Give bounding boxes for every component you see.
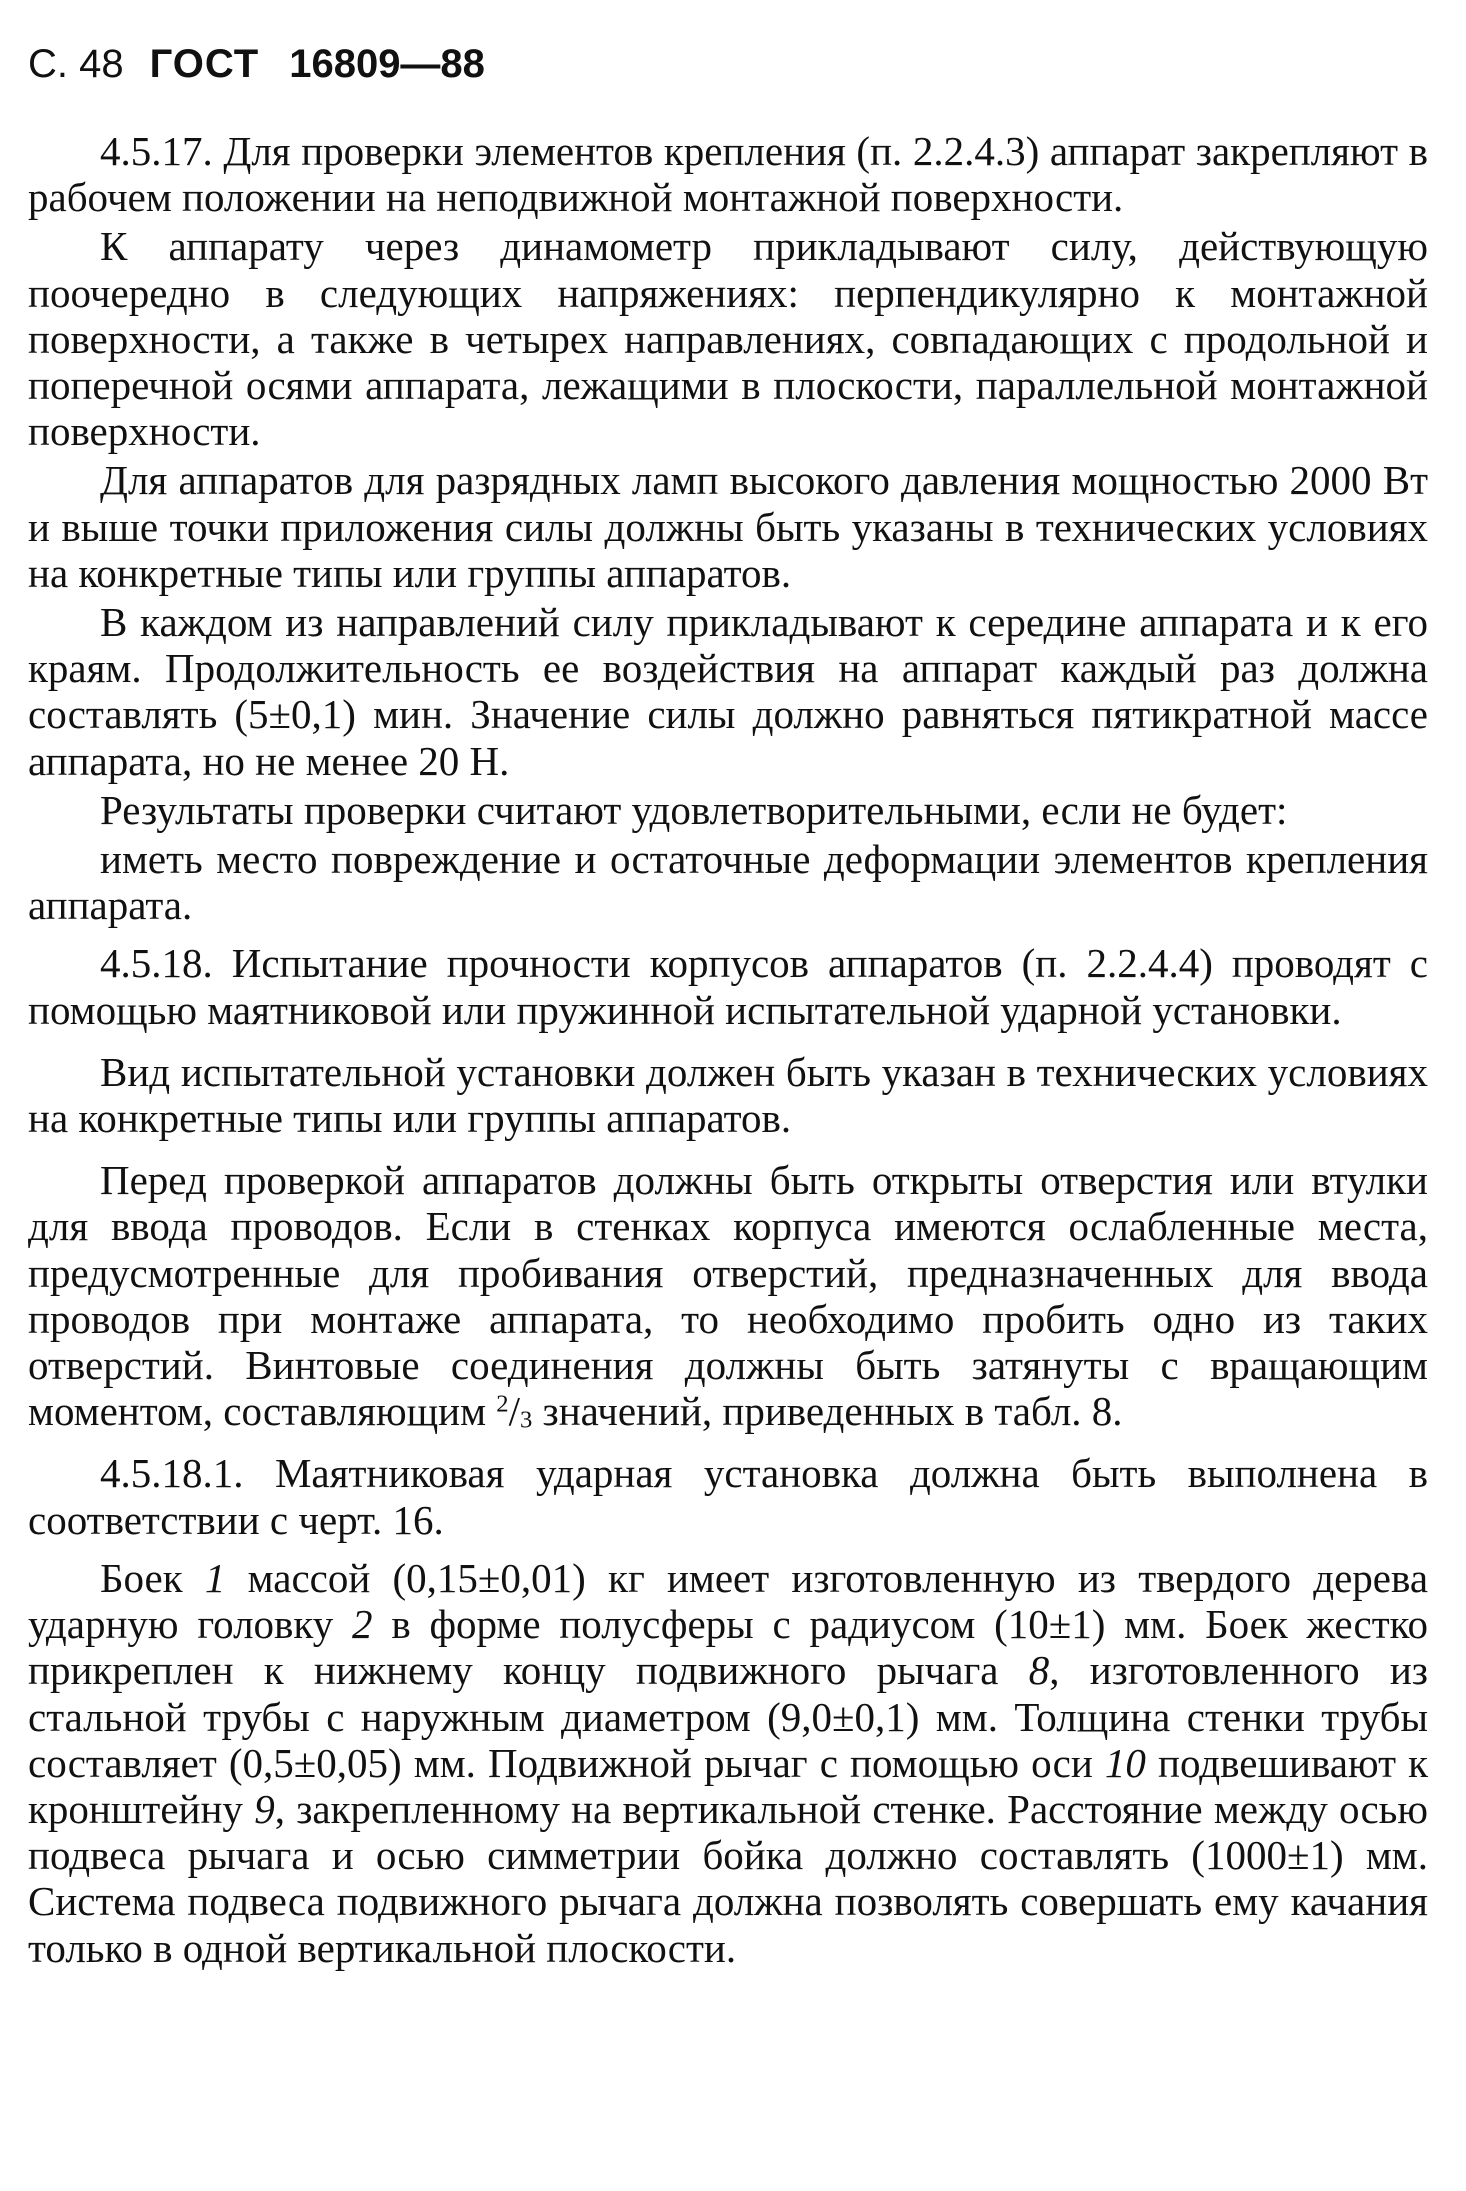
paragraph-4-5-17: 4.5.17. Для проверки элементов крепления (п. 2.2.4.3) аппарат закрепляют в рабочем положении на неподвижной монтажной поверхности. bbox=[28, 128, 1428, 221]
paragraph: В каждом из направлений силу прикладывают к середине аппарата и к его краям. Продолжительность ее воздействия на аппарат каждый раз должна составлять (5±0,1) мин. Значение силы должно равняться пятикратной массе аппарата, но не менее 20 Н. bbox=[28, 599, 1428, 784]
ref-number: 2 bbox=[352, 1601, 373, 1648]
text-run: , изготовленного из стальной трубы с наружным диаметром (9,0±0,1) мм. Толщина стенки трубы составляет (0,5±0,05) мм. Подвижной рычаг с помощью оси bbox=[28, 1647, 1429, 1786]
paragraph: иметь место повреждение и остаточные деформации элементов крепления аппарата. bbox=[28, 836, 1428, 929]
ref-number: 1 bbox=[204, 1554, 226, 1601]
document-page bbox=[28, 0, 1428, 2191]
paragraph: Перед проверкой аппаратов должны быть открыты отверстия или втулки для ввода проводов. Если в стенках корпуса имеются ослабленные места, предусмотренные для пробивания отверстий, предназначенных для ввода проводов при монтаже аппарата, то необходимо пробить одно из таких отверстий. Винтовые соединения должны быть затянуты с вращающим моментом, составляющим $^2/_3$ значений, приведенных в табл. 8. bbox=[28, 1157, 1428, 1435]
paragraph: Для аппаратов для разрядных ламп высокого давления мощностью 2000 Вт и выше точки приложения силы должны быть указаны в технических условиях на конкретные типы или группы аппаратов. bbox=[28, 457, 1428, 596]
paragraph-4-5-18: 4.5.18. Испытание прочности корпусов аппаратов (п. 2.2.4.4) проводят с помощью маятниковой или пружинной испытательной ударной установки. bbox=[28, 940, 1428, 1033]
fraction-numerator: 2 bbox=[496, 1390, 509, 1418]
page-header bbox=[28, 40, 485, 88]
fraction-denominator: 3 bbox=[520, 1406, 533, 1434]
text-run: , закрепленному на вертикальной стенке. Расстояние между осью подвеса рычага и осью симметрии бойка должно составлять (1000±1) мм. Система подвеса подвижного рычага должна позволять совершать ему качания только в одной вертикальной плоскости. bbox=[28, 1785, 1428, 1971]
ref-number: 10 bbox=[1104, 1739, 1146, 1786]
text-run: значений, приведенных в табл. 8. bbox=[542, 1388, 1123, 1435]
text-run: в форме полусферы с радиусом (10±1) мм. Боек жестко прикреплен к нижнему концу подвижного рычага bbox=[28, 1601, 1428, 1694]
text-run: Боек bbox=[100, 1554, 183, 1601]
ref-number: 8 bbox=[1028, 1647, 1050, 1694]
paragraph: К аппарату через динамометр прикладывают силу, действующую поочередно в следующих напряжениях: перпендикулярно к монтажной поверхности, а также в четырех направлениях, совпадающих с продольной и поперечной осями аппарата, лежащими в плоскости, параллельной монтажной поверхности. bbox=[28, 223, 1428, 455]
paragraph: Результаты проверки считают удовлетворительными, если не будет: bbox=[100, 786, 1288, 833]
paragraph: Вид испытательной установки должен быть указан в технических условиях на конкретные типы или группы аппаратов. bbox=[28, 1048, 1428, 1142]
text-run: массой (0,15±0,01) кг имеет изготовленную из твердого дерева ударную головку bbox=[28, 1554, 1429, 1648]
standard-number: 16809—88 bbox=[289, 42, 485, 86]
ref-number: 9 bbox=[254, 1785, 275, 1832]
paragraph bbox=[28, 1555, 1428, 1971]
page-number: С. 48 bbox=[28, 42, 124, 86]
standard-label: ГОСТ bbox=[149, 42, 260, 86]
text-run: Перед проверкой аппаратов должны быть открыты отверстия или втулки для ввода проводов. Если в стенках корпуса имеются ослабленные места, предусмотренные для пробивания отверстий, предназначенных для ввода проводов при монтаже аппарата, то необходимо пробить одно из таких отверстий. Винтовые соединения должны быть затянуты с вращающим моментом, составляющим bbox=[28, 1157, 1428, 1435]
paragraph-4-5-18-1: 4.5.18.1. Маятниковая ударная установка должна быть выполнена в соответствии с черт. 16. bbox=[28, 1450, 1428, 1543]
text-run: подвешивают к кронштейну bbox=[28, 1739, 1429, 1832]
body-text bbox=[28, 128, 1428, 1974]
